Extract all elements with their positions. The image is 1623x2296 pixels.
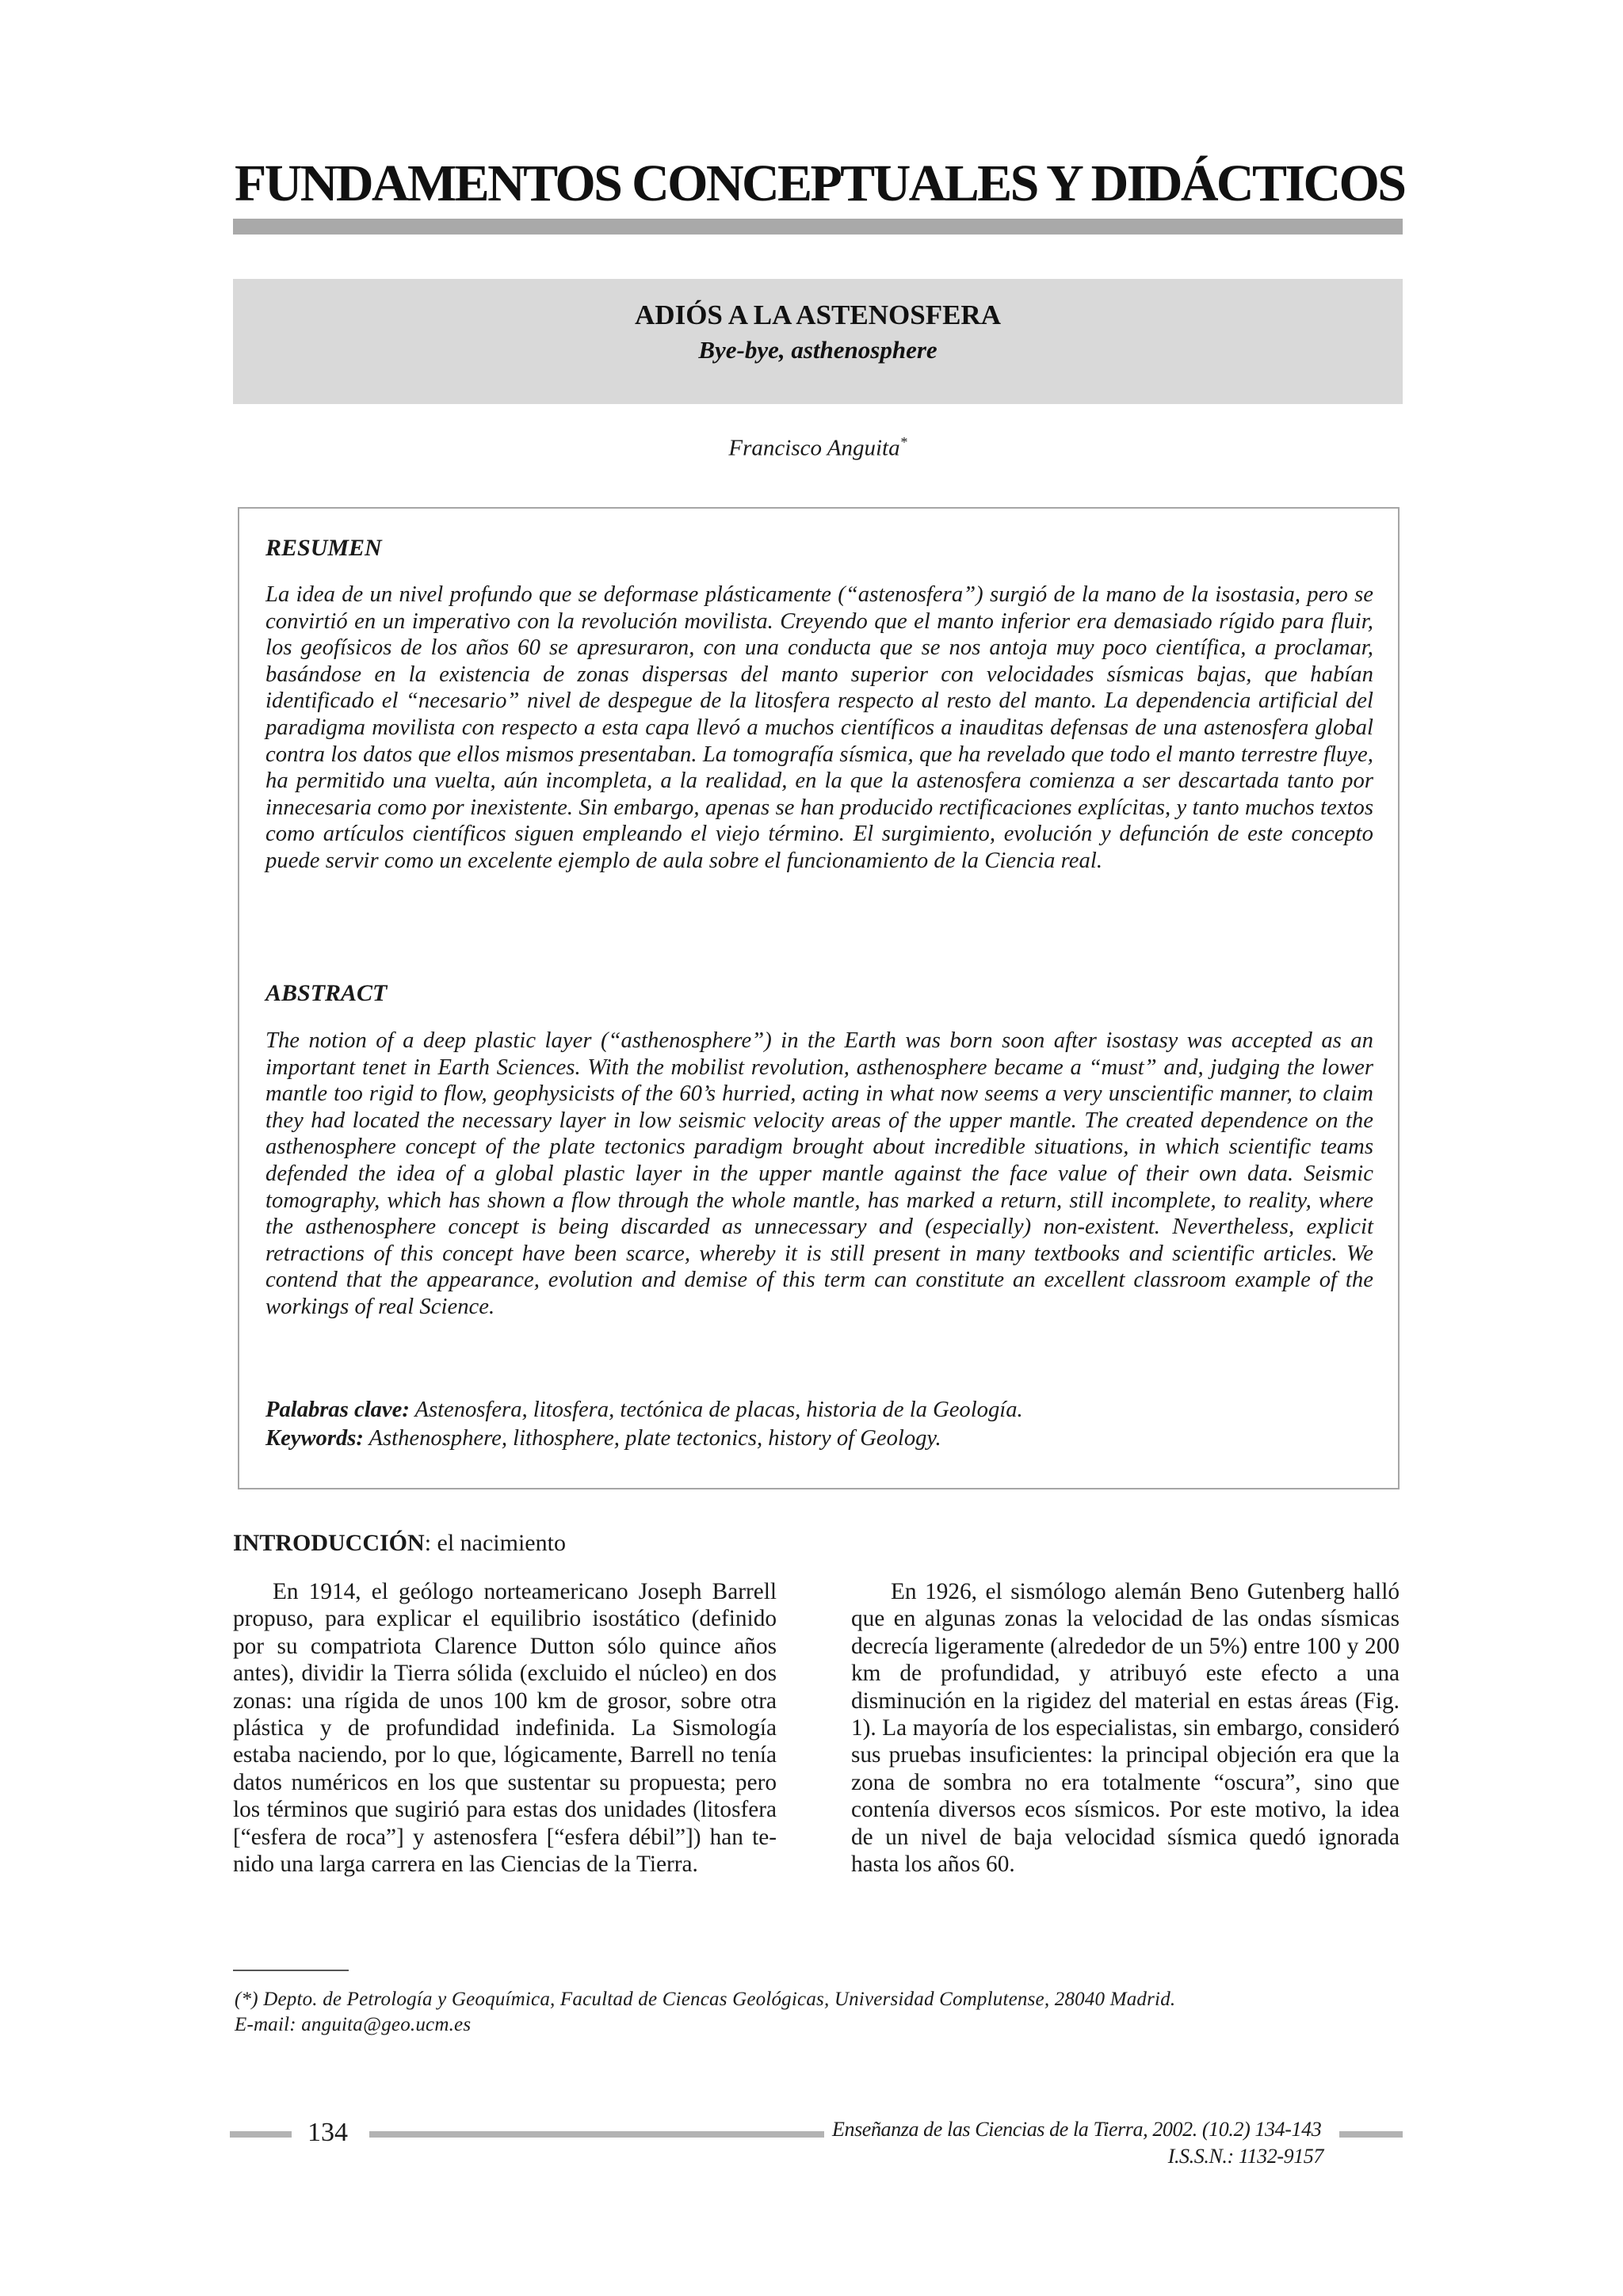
page-number: 134 bbox=[307, 2118, 348, 2147]
body-column-left bbox=[233, 1578, 777, 1878]
keywords-en bbox=[265, 1425, 1373, 1453]
abstract-text: The notion of a deep plastic layer (“asthenosphere”) in the Earth was born soon after isostasy was accepted as an important tenet in Earth Sciences. With the mobilist revolution, asthenosphere became a “must” and, judging the lower mantle too rigid to flow, geophysicists of the 60’s hurried, acting in what now seems a very unscientific manner, to claim they had located the necessary layer in low seismic velocity areas of the upper mantle. The created dependence on the asthenosphere concept of the plate tectonics paradigm brought about incredible situations, in which scientific teams defended the idea of a global plastic layer in the upper mantle against the face value of their own data. Seismic tomography, which has shown a flow through the whole mantle, has marked a return, still incomplete, to reality, where the asthenosphere concept is being discarded as unnecessary and (especially) non-existent. Nevertheless, explicit retractions of this concept have been scarce, whereby it is still present in many textbooks and scientific articles. We contend that the appearance, evolution and demise of this term can constitute an excellent classroom example of the workings of real Science. bbox=[265, 1028, 1373, 1319]
abstract-heading: ABSTRACT bbox=[265, 980, 388, 1006]
footer-bar-middle bbox=[369, 2131, 824, 2138]
footnote-affiliation: (*) Depto. de Petrología y Geoquímica, Facultad de Ciencas Geológicas, Universidad Complutense, 28040 Madrid. bbox=[235, 1989, 1176, 2010]
keywords-es bbox=[265, 1396, 1373, 1425]
resumen-text: La idea de un nivel profundo que se deformase plásticamente (“astenosfera”) surgió de la mano de la isostasia, pero se convirtió en un imperativo con la revolución movilista. Creyendo que el manto inferior era demasiado rígido para fluir, los geofísicos de los años 60 se apresuraron, con una conducta que se nos antoja muy poco científica, a proclamar, basándose en la existencia de zonas dispersas del manto superior con velocidades sísmicas bajas, que habían identificado el “necesario” nivel de despegue de la litosfera respecto al resto del manto. La dependencia artificial del paradigma movilista con respecto a esta capa llevó a muchos científicos a inauditas defensas de una astenosfera global contra los datos que ellos mismos presentaban. La tomografía sísmica, que ha revelado que todo el manto terrestre fluye, ha permitido una vuelta, aún incompleta, a la realidad, en la que la astenosfera comienza a ser descartada tanto por innecesaria como por inexistente. Sin embargo, apenas se han producido rectificaciones explícitas, y tanto muchos textos como artículos científicos siguen empleando el viejo término. El surgimiento, evolución y defunción de este concepto puede servir como un excelente ejemplo de aula sobre el funcionamiento de la Ciencia real. bbox=[265, 582, 1373, 873]
keywords-block bbox=[265, 1396, 1373, 1453]
intro-heading bbox=[233, 1527, 566, 1559]
body-paragraph: En 1926, el sismólogo alemán Beno Gutenberg halló que en algunas zonas la velocidad de las ondas sísmicas decrecía ligeramente (alrededor de un 5%) entre 100 y 200 km de profundidad, y atribuyó este efecto a una disminución en la rigidez del material en estas áreas (Fig. 1). La mayoría de los especialistas, sin embargo, consideró sus pruebas insuficientes: la principal objeción era que la zona de sombra no era totalmente “oscura”, sino que contenía diversos ecos sísmicos. Por este motivo, la idea de un nivel de baja velocidad sísmica quedó ignorada hasta los años 60. bbox=[851, 1579, 1400, 1878]
keywords-en-text: Asthenosphere, lithosphere, plate tectonics, history of Geology. bbox=[363, 1426, 941, 1451]
keywords-es-label: Palabras clave: bbox=[265, 1398, 410, 1422]
resumen-heading: RESUMEN bbox=[265, 535, 382, 561]
author-footnote-mark: * bbox=[899, 434, 907, 450]
footnote-rule bbox=[233, 1970, 349, 1971]
article-title-english: Bye-bye, asthenosphere bbox=[698, 336, 938, 364]
intro-heading-bold: INTRODUCCIÓN bbox=[233, 1530, 425, 1556]
intro-heading-rest: : el nacimiento bbox=[424, 1530, 566, 1556]
footer-bar-right bbox=[1339, 2131, 1403, 2138]
body-column-right bbox=[851, 1578, 1400, 1878]
footnote-email: E-mail: anguita@geo.ucm.es bbox=[235, 2014, 472, 2035]
author-line bbox=[233, 426, 1403, 464]
journal-reference: Enseñanza de las Ciencias de la Tierra, 2002. (10.2) 134-143 bbox=[832, 2118, 1322, 2141]
body-paragraph: En 1914, el geólogo norteamericano Joseph Barrell propuso, para explicar el equilibrio isostático (definido por su compatriota Clarence Dutton sólo quince años antes), dividir la Tierra sólida (excluido el núcleo) en dos zonas: una rígida de unos 100 km de grosor, sobre otra plástica y de profundidad indefinida. La Sismología estaba naciendo, por lo que, lógicamente, Barrell no tenía datos numéricos en los que sustentar su propuesta; pero los términos que sugirió para estas dos unidades (litosfera [“esfera de roca”] y astenosfera [“esfera débil”]) han tenido una larga carrera en las Ciencias de la Tierra. bbox=[233, 1579, 777, 1878]
section-title: FUNDAMENTOS CONCEPTUALES Y DIDÁCTICOS bbox=[235, 154, 1405, 212]
keywords-en-label: Keywords: bbox=[265, 1426, 364, 1451]
author-name: Francisco Anguita bbox=[728, 435, 900, 461]
keywords-es-text: Astenosfera, litosfera, tectónica de placas, historia de la Geología. bbox=[409, 1398, 1023, 1422]
article-title: ADIÓS A LA ASTENOSFERA bbox=[635, 299, 1001, 330]
footer-bar-left bbox=[230, 2131, 292, 2138]
issn: I.S.S.N.: 1132-9157 bbox=[1167, 2145, 1323, 2168]
section-rule bbox=[233, 219, 1403, 235]
title-box bbox=[233, 279, 1403, 404]
footnote bbox=[235, 1987, 1400, 2038]
